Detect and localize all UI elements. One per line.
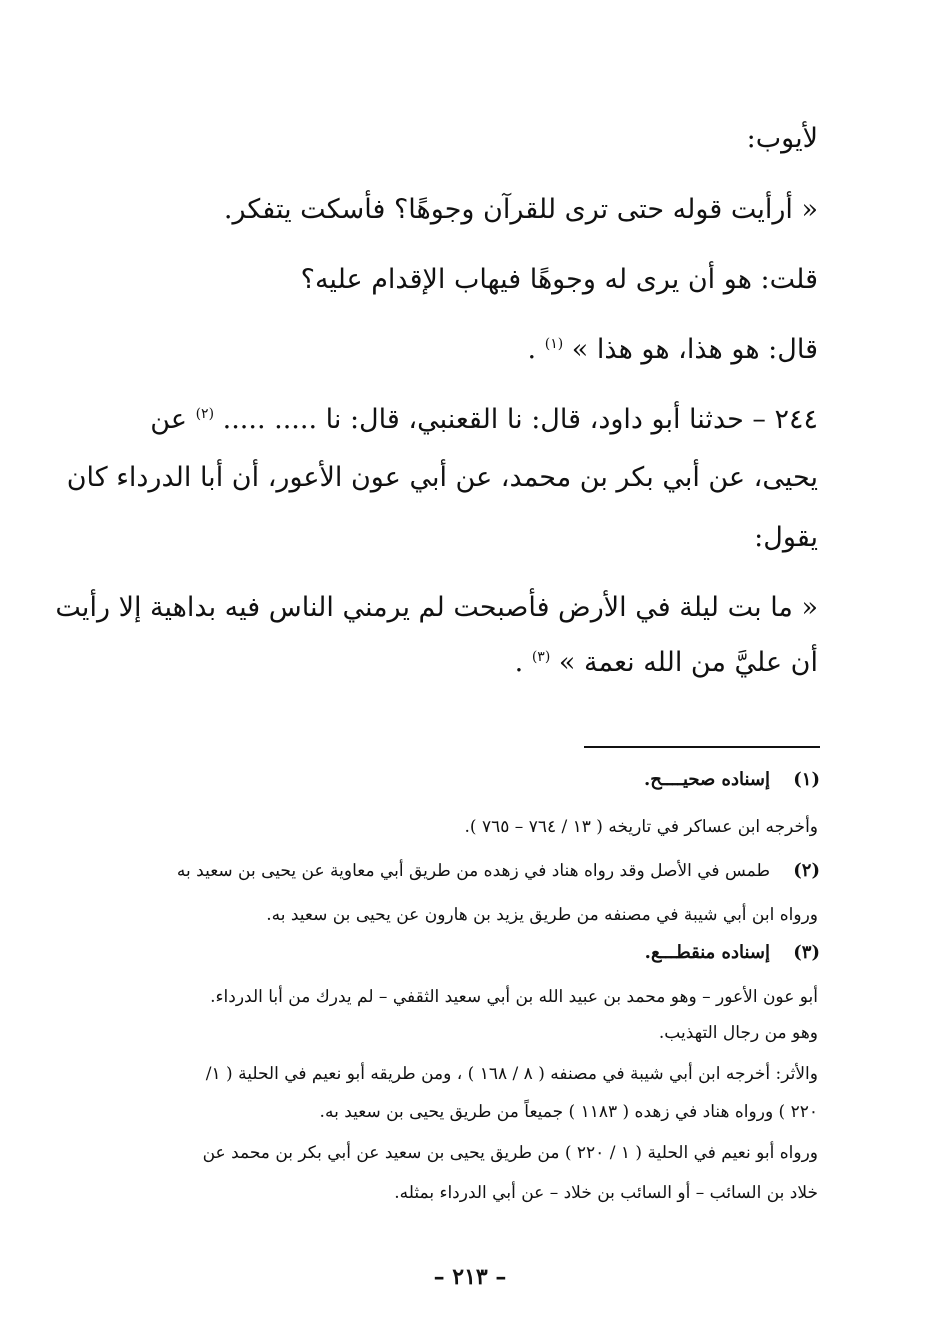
text-line-9-content: أن عليَّ من الله نعمة »: [558, 647, 818, 678]
text-line-7-content: يقول:: [754, 522, 818, 553]
footnote-separator: [584, 746, 820, 748]
text-line-1-content: لأيوب:: [746, 123, 818, 154]
text-line-1: [747, 121, 818, 157]
footnote-marker-3: (٣): [531, 649, 551, 665]
page-number: – ٢١٣ –: [433, 1264, 507, 1290]
text-line-4-content: قال: هو هذا، هو هذا »: [571, 334, 818, 365]
footnote-3-line-6: خلاد بن السائب – أو السائب بن خلاد – عن أبي الدرداء بمثله.: [394, 1183, 818, 1203]
footnote-marker-1: (١): [544, 336, 564, 352]
text-line-6: [66, 460, 818, 496]
period-1: .: [527, 334, 537, 365]
footnote-marker-2: (٢): [195, 406, 215, 422]
footnote-3-heading: إسناده منقطـــع.: [644, 942, 770, 963]
text-line-5: [150, 402, 818, 438]
footnote-2-line-1: طمس في الأصل وقد رواه هناد في زهده من طريق أبي معاوية عن يحيى بن سعيد به: [176, 861, 770, 881]
period-2: .: [514, 647, 524, 678]
text-line-8: [55, 590, 818, 626]
text-line-8-content: « ما بت ليلة في الأرض فأصبحت لم يرمني الناس فيه بداهية إلا رأيت: [55, 592, 818, 623]
text-line-5-end: عن: [150, 404, 187, 435]
text-line-2: [224, 192, 818, 228]
footnote-1-line-1: وأخرجه ابن عساكر في تاريخه ( ١٣ / ٧٦٤ – ٧٦٥ ).: [464, 817, 818, 837]
footnote-2-number: (٢): [793, 860, 820, 881]
text-line-2-content: « أرأيت قوله حتى ترى للقرآن وجوهًا؟ فأسكت يتفكر.: [223, 194, 818, 225]
text-line-4: [528, 332, 818, 368]
text-line-6-content: يحيى، عن أبي بكر بن محمد، عن أبي عون الأعور، أن أبا الدرداء كان: [66, 462, 818, 493]
text-line-7: [754, 520, 818, 556]
text-line-3-content: قلت: هو أن يرى له وجوهًا فيهاب الإقدام عليه؟: [300, 264, 818, 295]
footnote-2-line-2: ورواه ابن أبي شيبة في مصنفه من طريق يزيد بن هارون عن يحيى بن سعيد به.: [266, 905, 818, 925]
footnote-3-line-4: ٢٢٠ ) ورواه هناد في زهده ( ١١٨٣ ) جميعاً من طريق يحيى بن سعيد به.: [319, 1102, 818, 1122]
footnote-3-number: (٣): [793, 942, 820, 963]
footnote-1-number: (١): [793, 769, 820, 790]
footnote-3-line-5: ورواه أبو نعيم في الحلية ( ١ / ٢٢٠ ) من طريق يحيى بن سعيد عن أبي بكر بن محمد عن: [202, 1143, 818, 1163]
footnote-3-line-1: أبو عون الأعور – وهو محمد بن عبيد الله بن أبي سعيد الثقفي – لم يدرك من أبا الدرداء.: [210, 987, 818, 1007]
text-line-9: [515, 645, 818, 681]
footnote-3-line-3: والأثر: أخرجه ابن أبي شيبة في مصنفه ( ٨ / ١٦٨ ) ، ومن طريقه أبو نعيم في الحلية ( ١/: [205, 1064, 818, 1084]
footnote-1-heading: إسناده صحيــــح.: [643, 769, 770, 790]
footnote-3-line-2: وهو من رجال التهذيب.: [658, 1023, 818, 1043]
text-line-5-content: ٢٤٤ – حدثنا أبو داود، قال: نا القعنبي، قال: نا ..... .....: [222, 404, 818, 435]
text-line-3: [301, 262, 818, 298]
